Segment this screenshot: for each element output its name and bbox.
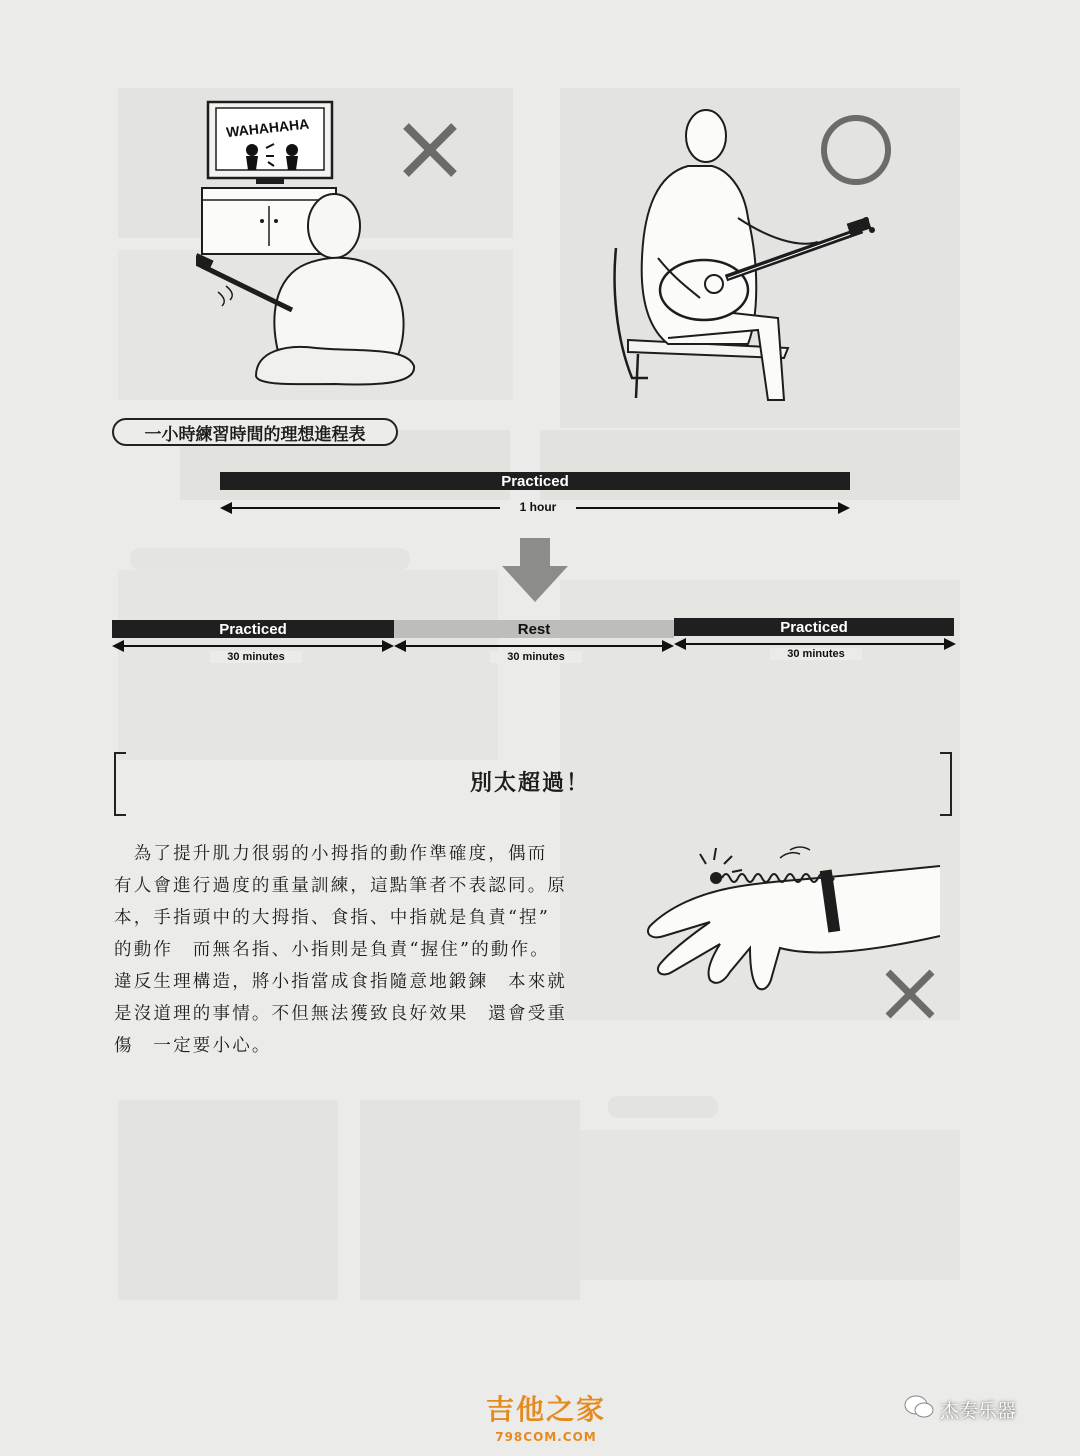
wrong-mark-icon: [882, 966, 938, 1026]
rest-bar: [394, 620, 674, 638]
bar-label: Practiced: [501, 472, 569, 490]
practiced-bar-first-half: [112, 620, 394, 638]
tv-text: WAHAHAHA: [225, 115, 310, 141]
down-arrow-icon: [500, 538, 570, 608]
watermark-site: 吉他之家: [485, 1393, 606, 1426]
body-line: 傷 一定要小心。: [114, 1036, 272, 1056]
bar-label: Practiced: [219, 620, 287, 638]
body-line: 違反生理構造，將小指當成食指隨意地鍛鍊 本來就: [114, 972, 568, 992]
callout-body: [114, 838, 614, 1062]
body-line: 為了提升肌力很弱的小拇指的動作準確度，偶而: [114, 844, 548, 864]
duration-label: 30 minutes: [770, 648, 862, 660]
body-line: 本，手指頭中的大拇指、食指、中指就是負責“捏”: [114, 908, 550, 928]
practiced-bar-one-hour: [220, 472, 850, 490]
wechat-icon: [904, 1394, 934, 1424]
correct-mark-icon: [818, 112, 894, 192]
wrong-mark-icon: [400, 120, 460, 184]
callout-bracket-left: [114, 752, 126, 816]
practiced-bar-second-half: [674, 618, 954, 636]
watermark-url: 798COM.COM: [495, 1430, 597, 1444]
callout-title: 別太超過！: [469, 770, 590, 796]
duration-label: 30 minutes: [490, 651, 582, 663]
body-line: 有人會進行過度的重量訓練，這點筆者不表認同。原: [114, 876, 568, 896]
bar-label: Practiced: [780, 618, 848, 636]
body-line: 是沒道理的事情。不但無法獲致良好效果 還會受重: [114, 1004, 568, 1024]
callout-bracket-right: [940, 752, 952, 816]
duration-label: 1 hour: [500, 500, 576, 514]
body-line: 的動作 而無名指、小指則是負責“握住”的動作。: [114, 940, 550, 960]
schedule-title: 一小時練習時間的理想進程表: [112, 418, 398, 446]
duration-label: 30 minutes: [210, 651, 302, 663]
watermark-account: 杰奏乐器: [940, 1400, 1017, 1422]
bar-label: Rest: [517, 620, 551, 638]
